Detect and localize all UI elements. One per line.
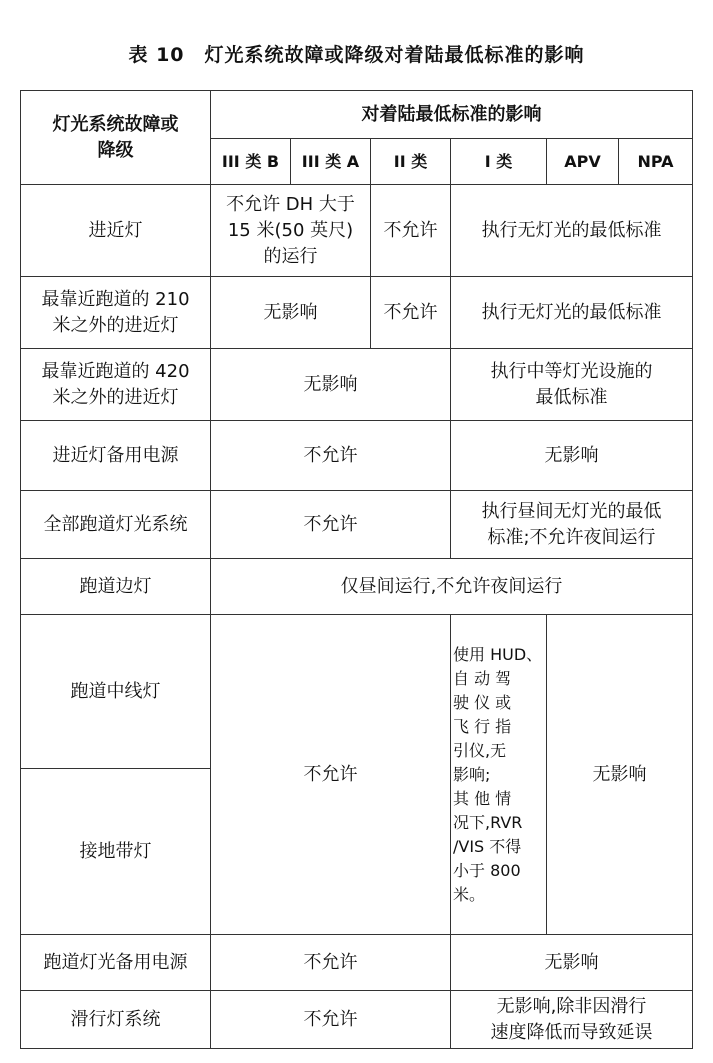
table-title: 表 10 灯光系统故障或降级对着陆最低标准的影响	[128, 44, 585, 66]
header-cat-i: I 类	[451, 139, 547, 185]
row-name: 全部跑道灯光系统	[21, 491, 211, 559]
row-name: 跑道边灯	[21, 559, 211, 615]
table-row	[21, 991, 693, 1049]
header-apv: APV	[547, 139, 619, 185]
row-name: 滑行灯系统	[21, 991, 211, 1049]
table-row	[21, 277, 693, 349]
cell-other: 无影响,除非因滑行 速度降低而导致延误	[451, 991, 693, 1049]
cell-cat-ii: 不允许	[371, 277, 451, 349]
cell-other: 执行昼间无灯光的最低 标准;不允许夜间运行	[451, 491, 693, 559]
table-row	[21, 559, 693, 615]
cell-cat-ii: 不允许	[371, 185, 451, 277]
cell-cat-ii-iii: 不允许	[211, 991, 451, 1049]
row-name: 进近灯	[21, 185, 211, 277]
row-name: 跑道灯光备用电源	[21, 935, 211, 991]
cell-cat-i: 使用 HUD、 自 动 驾 驶 仪 或 飞 行 指 引仪,无 影响; 其 他 情 况下,RVR /VIS 不得 小于 800 米。	[451, 615, 547, 935]
cell-other: 无影响	[451, 421, 693, 491]
header-cat-iiib: III 类 B	[211, 139, 291, 185]
cell-cat-ii-iii: 不允许	[211, 935, 451, 991]
table-row	[21, 935, 693, 991]
cell-cat-iii: 不允许 DH 大于 15 米(50 英尺) 的运行	[211, 185, 371, 277]
cell-cat-iii: 无影响	[211, 277, 371, 349]
cell-all: 仅昼间运行,不允许夜间运行	[211, 559, 693, 615]
row-name: 最靠近跑道的 210 米之外的进近灯	[21, 277, 211, 349]
cell-cat-ii-iii: 不允许	[211, 491, 451, 559]
lighting-failure-table	[20, 90, 693, 1049]
cell-other: 执行无灯光的最低标准	[451, 277, 693, 349]
table-row	[21, 349, 693, 421]
cell-other: 执行无灯光的最低标准	[451, 185, 693, 277]
cell-other: 执行中等灯光设施的 最低标准	[451, 349, 693, 421]
header-cat-iiia: III 类 A	[291, 139, 371, 185]
header-impact-group: 对着陆最低标准的影响	[211, 91, 693, 139]
cell-apv-npa: 无影响	[547, 615, 693, 935]
header-row-1	[21, 91, 693, 139]
table-row	[21, 491, 693, 559]
row-name: 接地带灯	[21, 769, 211, 935]
row-name: 最靠近跑道的 420 米之外的进近灯	[21, 349, 211, 421]
header-cat-ii: II 类	[371, 139, 451, 185]
header-failure-column: 灯光系统故障或 降级	[21, 91, 211, 185]
header-npa: NPA	[619, 139, 693, 185]
table-row	[21, 615, 693, 769]
cell-other: 无影响	[451, 935, 693, 991]
row-name: 进近灯备用电源	[21, 421, 211, 491]
row-name: 跑道中线灯	[21, 615, 211, 769]
cell-cat-ii-iii: 无影响	[211, 349, 451, 421]
cell-cat-ii-iii: 不允许	[211, 615, 451, 935]
table-row	[21, 185, 693, 277]
table-row	[21, 421, 693, 491]
cell-cat-ii-iii: 不允许	[211, 421, 451, 491]
